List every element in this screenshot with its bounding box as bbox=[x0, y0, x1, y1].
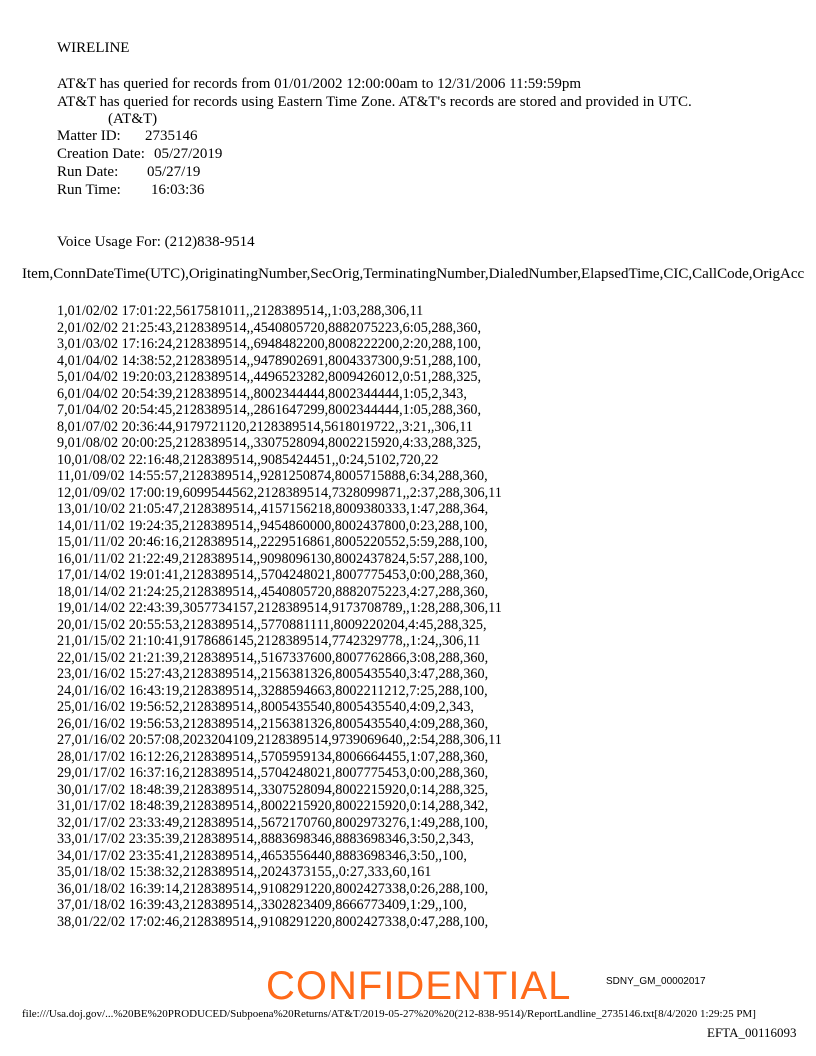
record-row: 28,01/17/02 16:12:26,2128389514,,5705959134,8006664455,1:07,288,360, bbox=[57, 748, 489, 765]
run-date-label: Run Date: bbox=[57, 164, 119, 180]
matter-id-value: 2735146 bbox=[145, 128, 198, 144]
run-time-value: 16:03:36 bbox=[151, 182, 205, 198]
record-row: 13,01/10/02 21:05:47,2128389514,,4157156218,8009380333,1:47,288,364, bbox=[57, 501, 489, 517]
run-date-value: 05/27/19 bbox=[147, 164, 201, 180]
record-row: 29,01/17/02 16:37:16,2128389514,,5704248021,8007775453,0:00,288,360, bbox=[57, 765, 489, 781]
record-row: 31,01/17/02 18:48:39,2128389514,,8002215920,8002215920,0:14,288,342, bbox=[57, 798, 489, 814]
record-row: 6,01/04/02 20:54:39,2128389514,,8002344444,8002344444,1:05,2,343, bbox=[57, 385, 467, 402]
record-row: 10,01/08/02 22:16:48,2128389514,,9085424451,,0:24,5102,720,22 bbox=[57, 451, 439, 468]
record-row: 2,01/02/02 21:25:43,2128389514,,4540805720,8882075223,6:05,288,360, bbox=[57, 319, 482, 336]
record-row: 26,01/16/02 19:56:53,2128389514,,2156381326,8005435540,4:09,288,360, bbox=[57, 715, 489, 732]
section-title: WIRELINE bbox=[57, 40, 130, 56]
record-row: 30,01/17/02 18:48:39,2128389514,,3307528094,8002215920,0:14,288,325, bbox=[57, 781, 489, 798]
record-row: 37,01/18/02 16:39:43,2128389514,,3302823409,8666773409,1:29,,100, bbox=[57, 897, 467, 913]
record-row: 38,01/22/02 17:02:46,2128389514,,9108291220,8002427338,0:47,288,100, bbox=[57, 913, 489, 930]
record-row: 20,01/15/02 20:55:53,2128389514,,5770881111,8009220204,4:45,288,325, bbox=[57, 616, 487, 633]
creation-date-row bbox=[57, 146, 222, 163]
record-row: 9,01/08/02 20:00:25,2128389514,,3307528094,8002215920,4:33,288,325, bbox=[57, 435, 482, 451]
record-row: 19,01/14/02 22:43:39,3057734157,2128389514,9173708789,,1:28,288,306,11 bbox=[57, 600, 502, 616]
records-list bbox=[57, 303, 502, 930]
bates-stamp: SDNY_GM_00002017 bbox=[606, 976, 706, 987]
record-row: 22,01/15/02 21:21:39,2128389514,,5167337600,8007762866,3:08,288,360, bbox=[57, 649, 489, 666]
efta-identifier: EFTA_00116093 bbox=[707, 1025, 797, 1040]
record-row: 24,01/16/02 16:43:19,2128389514,,3288594663,8002211212,7:25,288,100, bbox=[57, 682, 488, 699]
record-row: 25,01/16/02 19:56:52,2128389514,,8005435540,8005435540,4:09,2,343, bbox=[57, 699, 474, 715]
column-header: Item,ConnDateTime(UTC),OriginatingNumber,SecOrig,TerminatingNumber,DialedNumber,ElapsedTime,CIC,CallCode,OrigAcc bbox=[22, 266, 805, 282]
record-row: 8,01/07/02 20:36:44,9179721120,2128389514,5618019722,,3:21,,306,11 bbox=[57, 418, 473, 435]
run-time-label: Run Time: bbox=[57, 182, 121, 198]
record-row: 32,01/17/02 23:33:49,2128389514,,5672170760,8002973276,1:49,288,100, bbox=[57, 814, 489, 831]
confidential-watermark: CONFIDENTIAL bbox=[266, 964, 572, 1008]
record-row: 33,01/17/02 23:35:39,2128389514,,8883698346,8883698346,3:50,2,343, bbox=[57, 831, 474, 847]
timezone-note: AT&T has queried for records using Eastern Time Zone. AT&T's records are stored and provided in UTC. bbox=[57, 94, 692, 110]
record-row: 14,01/11/02 19:24:35,2128389514,,9454860000,8002437800,0:23,288,100, bbox=[57, 517, 488, 534]
record-row: 11,01/09/02 14:55:57,2128389514,,9281250874,8005715888,6:34,288,360, bbox=[57, 468, 488, 484]
creation-date-value: 05/27/2019 bbox=[154, 146, 223, 162]
record-row: 34,01/17/02 23:35:41,2128389514,,4653556440,8883698346,3:50,,100, bbox=[57, 847, 467, 864]
record-row: 5,01/04/02 19:20:03,2128389514,,4496523282,8009426012,0:51,288,325, bbox=[57, 369, 482, 385]
matter-id-row bbox=[57, 128, 198, 145]
run-date-row bbox=[57, 164, 200, 181]
matter-id-label: Matter ID: bbox=[57, 128, 121, 144]
record-row: 23,01/16/02 15:27:43,2128389514,,2156381326,8005435540,3:47,288,360, bbox=[57, 666, 489, 682]
record-row: 27,01/16/02 20:57:08,2023204109,2128389514,9739069640,,2:54,288,306,11 bbox=[57, 732, 502, 748]
run-time-row bbox=[57, 182, 204, 199]
record-row: 1,01/02/02 17:01:22,5617581011,,2128389514,,1:03,288,306,11 bbox=[57, 303, 424, 319]
record-row: 4,01/04/02 14:38:52,2128389514,,9478902691,8004337300,9:51,288,100, bbox=[57, 352, 482, 369]
record-row: 7,01/04/02 20:54:45,2128389514,,2861647299,8002344444,1:05,288,360, bbox=[57, 402, 482, 418]
creation-date-label: Creation Date: bbox=[57, 146, 145, 162]
record-row: 35,01/18/02 15:38:32,2128389514,,2024373155,,0:27,333,60,161 bbox=[57, 864, 432, 880]
record-row: 16,01/11/02 21:22:49,2128389514,,9098096130,8002437824,5:57,288,100, bbox=[57, 550, 488, 567]
record-row: 36,01/18/02 16:39:14,2128389514,,9108291220,8002427338,0:26,288,100, bbox=[57, 880, 489, 897]
file-path-footer: file:///Usa.doj.gov/...%20BE%20PRODUCED/Subpoena%20Returns/AT&T/2019-05-27%20%20(212-838-9514)/ReportLandline_2735146.txt[8/4/2020 1:29:25 PM] bbox=[22, 1008, 756, 1020]
carrier-label: (AT&T) bbox=[108, 111, 158, 127]
record-row: 15,01/11/02 20:46:16,2128389514,,2229516861,8005220552,5:59,288,100, bbox=[57, 534, 488, 550]
voice-usage-title: Voice Usage For: (212)838-9514 bbox=[57, 234, 255, 250]
record-row: 21,01/15/02 21:10:41,9178686145,2128389514,7742329778,,1:24,,306,11 bbox=[57, 633, 481, 649]
record-row: 18,01/14/02 21:24:25,2128389514,,4540805720,8882075223,4:27,288,360, bbox=[57, 583, 489, 600]
record-row: 3,01/03/02 17:16:24,2128389514,,6948482200,8008222200,2:20,288,100, bbox=[57, 336, 482, 352]
record-row: 17,01/14/02 19:01:41,2128389514,,5704248021,8007775453,0:00,288,360, bbox=[57, 567, 489, 583]
query-range-text: AT&T has queried for records from 01/01/2002 12:00:00am to 12/31/2006 11:59:59pm bbox=[57, 76, 582, 92]
record-row: 12,01/09/02 17:00:19,6099544562,2128389514,7328099871,,2:37,288,306,11 bbox=[57, 484, 502, 501]
